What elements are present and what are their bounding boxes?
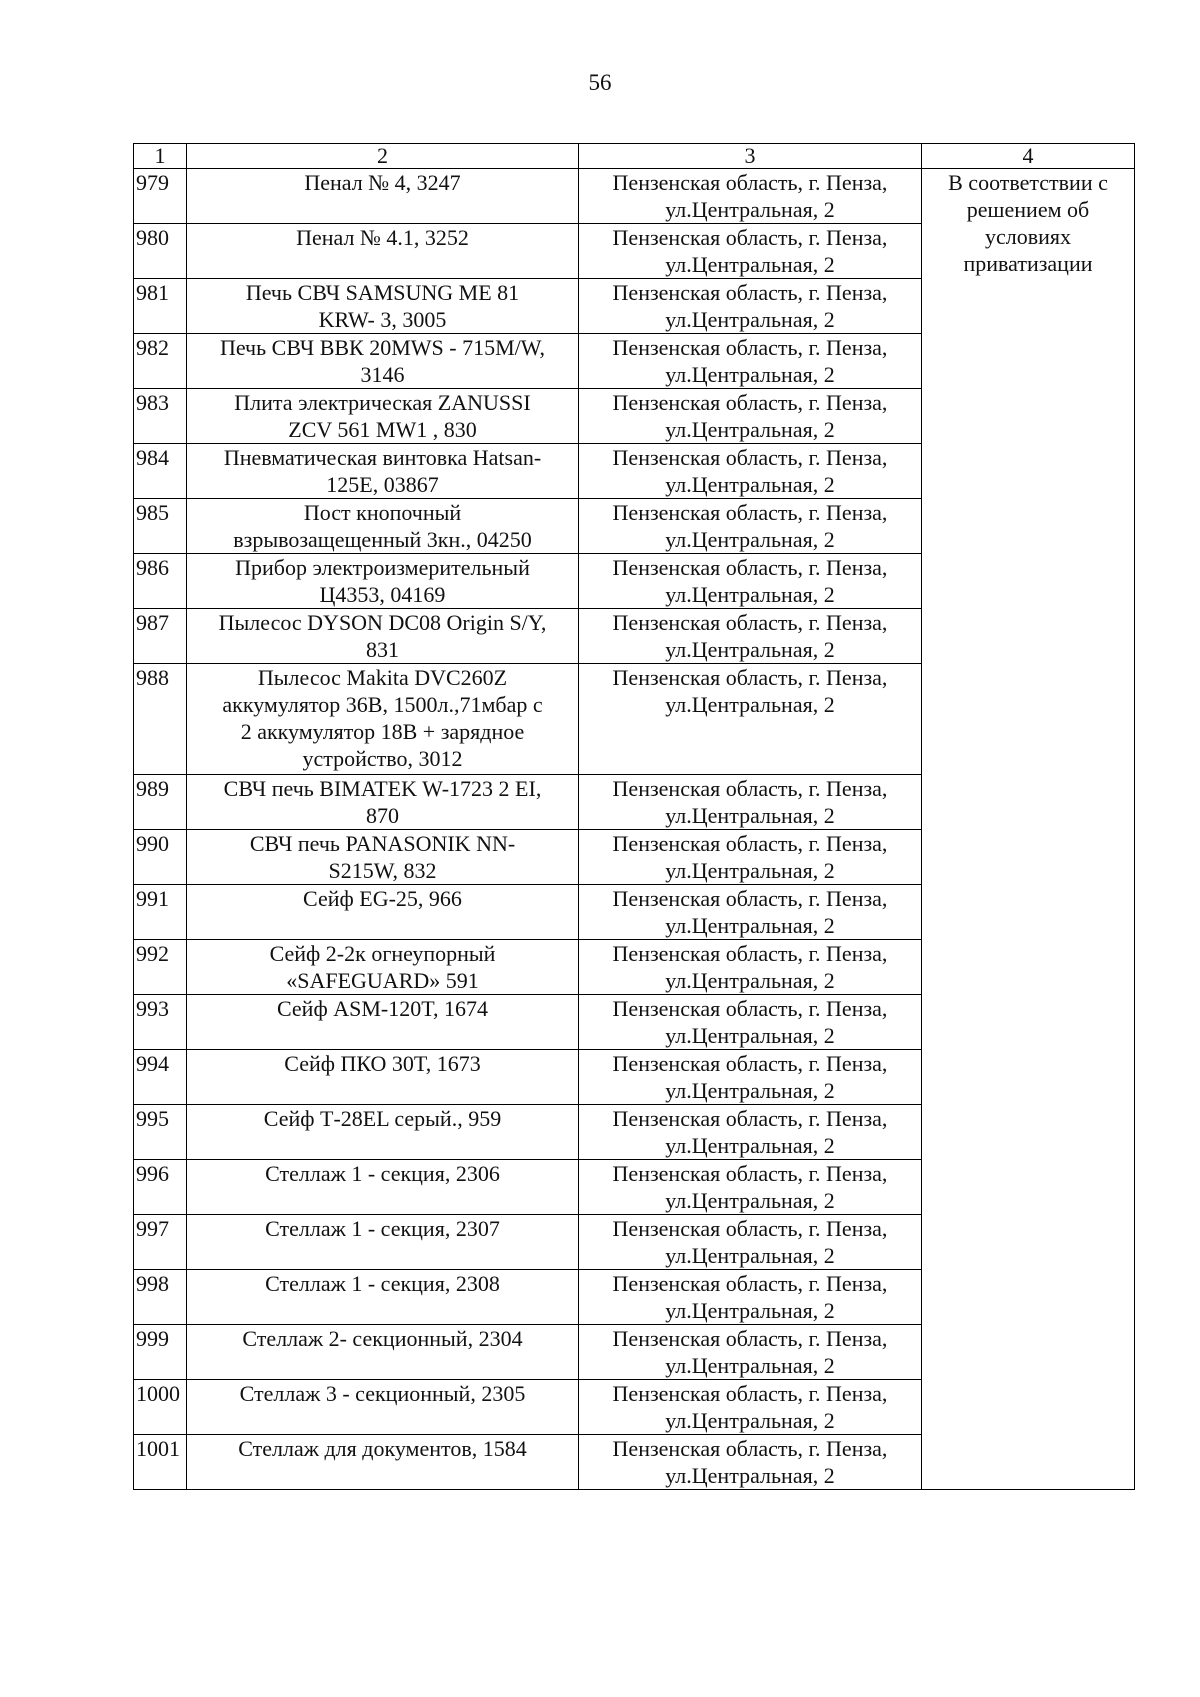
item-name-cell [187, 1105, 579, 1160]
cell-line: Пензенская область, г. Пенза, [612, 390, 888, 415]
cell-line: Пензенская область, г. Пенза, [612, 170, 888, 195]
item-name-cell [187, 334, 579, 389]
cell-line: Пензенская область, г. Пенза, [612, 555, 888, 580]
cell-line: ул.Центральная, 2 [665, 803, 835, 828]
item-name-cell [187, 775, 579, 830]
address-cell [579, 1435, 922, 1490]
cell-line: Пензенская область, г. Пенза, [612, 335, 888, 360]
item-name-cell [187, 940, 579, 995]
privatization-note-cell [922, 169, 1135, 1490]
cell-line: ул.Центральная, 2 [665, 1023, 835, 1048]
cell-line: СВЧ печь BIMATEK W-1723 2 EI, [223, 776, 542, 801]
cell-line: ул.Центральная, 2 [665, 1298, 835, 1323]
cell-line: Печь СВЧ SAMSUNG ME 81 [245, 280, 520, 305]
cell-line: Пензенская область, г. Пенза, [612, 1326, 888, 1351]
cell-line: Пензенская область, г. Пенза, [612, 1436, 888, 1461]
cell-line: ул.Центральная, 2 [665, 307, 835, 332]
column-header-2: 2 [187, 144, 579, 169]
row-number-cell: 988 [134, 664, 187, 775]
cell-line: Пензенская область, г. Пенза, [612, 280, 888, 305]
cell-line: Пневматическая винтовка Hatsan- [223, 445, 542, 470]
cell-line: решением об [966, 197, 1090, 222]
cell-line: ул.Центральная, 2 [665, 968, 835, 993]
row-number-cell: 980 [134, 224, 187, 279]
cell-line: Стеллаж 1 - секция, 2307 [265, 1216, 500, 1241]
cell-line: взрывозащещенный 3кн., 04250 [233, 527, 532, 552]
cell-line: Пензенская область, г. Пенза, [612, 1381, 888, 1406]
address-cell [579, 830, 922, 885]
column-header-4: 4 [922, 144, 1135, 169]
cell-line: Пензенская область, г. Пенза, [612, 776, 888, 801]
row-number-cell: 995 [134, 1105, 187, 1160]
column-header-3: 3 [579, 144, 922, 169]
cell-line: ул.Центральная, 2 [665, 1408, 835, 1433]
row-number-cell: 979 [134, 169, 187, 224]
cell-line: Стеллаж 3 - секционный, 2305 [239, 1381, 526, 1406]
cell-line: 2 аккумулятор 18В + зарядное [240, 719, 525, 744]
cell-line: аккумулятор 36В, 1500л.,71мбар с [222, 692, 543, 717]
address-cell [579, 1050, 922, 1105]
cell-line: Стеллаж 1 - секция, 2306 [265, 1161, 500, 1186]
cell-line: Пензенская область, г. Пенза, [612, 886, 888, 911]
row-number-cell: 981 [134, 279, 187, 334]
cell-line: 3146 [360, 362, 405, 387]
item-name-cell [187, 389, 579, 444]
cell-line: 125E, 03867 [326, 472, 439, 497]
item-name-cell [187, 885, 579, 940]
row-number-cell: 989 [134, 775, 187, 830]
address-cell [579, 940, 922, 995]
cell-line: Пензенская область, г. Пенза, [612, 1106, 888, 1131]
cell-line: Пензенская область, г. Пенза, [612, 1216, 888, 1241]
cell-line: ул.Центральная, 2 [665, 1463, 835, 1488]
cell-line: ул.Центральная, 2 [665, 362, 835, 387]
address-cell [579, 664, 922, 775]
cell-line: Сейф ASM-120T, 1674 [276, 996, 489, 1021]
cell-line: Стеллаж 1 - секция, 2308 [265, 1271, 500, 1296]
item-name-cell [187, 444, 579, 499]
cell-line: Ц4353, 04169 [319, 582, 446, 607]
inventory-table [133, 143, 1135, 1490]
address-cell [579, 169, 922, 224]
item-name-cell [187, 1435, 579, 1490]
address-cell [579, 609, 922, 664]
item-name-cell [187, 1160, 579, 1215]
cell-line: ул.Центральная, 2 [665, 582, 835, 607]
item-name-cell [187, 279, 579, 334]
cell-line: Сейф ПКО 30T, 1673 [284, 1051, 481, 1076]
address-cell [579, 499, 922, 554]
cell-line: ул.Центральная, 2 [665, 858, 835, 883]
item-name-cell [187, 1325, 579, 1380]
cell-line: Пылесос Makita DVC260Z [257, 665, 508, 690]
item-name-cell [187, 609, 579, 664]
address-cell [579, 334, 922, 389]
item-name-cell [187, 830, 579, 885]
cell-line: Пензенская область, г. Пенза, [612, 1271, 888, 1296]
cell-line: Пензенская область, г. Пенза, [612, 665, 888, 690]
address-cell [579, 554, 922, 609]
cell-line: ул.Центральная, 2 [665, 1188, 835, 1213]
row-number-cell: 991 [134, 885, 187, 940]
cell-line: условиях [984, 224, 1072, 249]
address-cell [579, 995, 922, 1050]
row-number-cell: 984 [134, 444, 187, 499]
row-number-cell: 982 [134, 334, 187, 389]
cell-line: Пензенская область, г. Пенза, [612, 500, 888, 525]
cell-line: Печь СВЧ ВВК 20MWS - 715M/W, [219, 335, 546, 360]
cell-line: ул.Центральная, 2 [665, 1078, 835, 1103]
row-number-cell: 998 [134, 1270, 187, 1325]
cell-line: Пензенская область, г. Пенза, [612, 445, 888, 470]
cell-line: Сейф EG-25, 966 [303, 886, 462, 911]
table-body [134, 169, 1135, 1490]
cell-line: Пензенская область, г. Пенза, [612, 1161, 888, 1186]
page-number: 56 [588, 70, 612, 95]
cell-line: ул.Центральная, 2 [665, 252, 835, 277]
cell-line: ул.Центральная, 2 [665, 527, 835, 552]
address-cell [579, 1270, 922, 1325]
item-name-cell [187, 1050, 579, 1105]
address-cell [579, 1160, 922, 1215]
cell-line: ул.Центральная, 2 [665, 1353, 835, 1378]
row-number-cell: 999 [134, 1325, 187, 1380]
cell-line: ул.Центральная, 2 [665, 913, 835, 938]
address-cell [579, 1215, 922, 1270]
address-cell [579, 389, 922, 444]
cell-line: Пензенская область, г. Пенза, [612, 831, 888, 856]
cell-line: Пылесос DYSON DC08 Origin S/Y, [218, 610, 547, 635]
cell-line: Пензенская область, г. Пенза, [612, 996, 888, 1021]
cell-line: Сейф 2-2к огнеупорный [269, 941, 496, 966]
item-name-cell [187, 995, 579, 1050]
cell-line: приватизации [963, 251, 1093, 276]
row-number-cell: 993 [134, 995, 187, 1050]
cell-line: Пензенская область, г. Пенза, [612, 225, 888, 250]
item-name-cell [187, 169, 579, 224]
cell-line: Пензенская область, г. Пенза, [612, 610, 888, 635]
cell-line: S215W, 832 [328, 858, 437, 883]
address-cell [579, 444, 922, 499]
item-name-cell [187, 499, 579, 554]
column-header-1: 1 [134, 144, 187, 169]
cell-line: «SAFEGUARD» 591 [286, 968, 479, 993]
address-cell [579, 1380, 922, 1435]
table-row [134, 169, 1135, 224]
address-cell [579, 1105, 922, 1160]
cell-line: ул.Центральная, 2 [665, 417, 835, 442]
row-number-cell: 983 [134, 389, 187, 444]
cell-line: KRW- 3, 3005 [318, 307, 447, 332]
cell-line: ZCV 561 MW1 , 830 [288, 417, 477, 442]
item-name-cell [187, 1380, 579, 1435]
cell-line: ул.Центральная, 2 [665, 197, 835, 222]
row-number-cell: 1000 [134, 1380, 187, 1435]
cell-line: Прибор электроизмерительный [235, 555, 530, 580]
item-name-cell [187, 554, 579, 609]
item-name-cell [187, 224, 579, 279]
cell-line: Стеллаж 2- секционный, 2304 [242, 1326, 523, 1351]
row-number-cell: 997 [134, 1215, 187, 1270]
row-number-cell: 992 [134, 940, 187, 995]
cell-line: Пензенская область, г. Пенза, [612, 1051, 888, 1076]
cell-line: ул.Центральная, 2 [665, 692, 835, 717]
cell-line: СВЧ печь PANASONIK NN- [249, 831, 516, 856]
cell-line: ул.Центральная, 2 [665, 472, 835, 497]
item-name-cell [187, 1270, 579, 1325]
cell-line: 831 [366, 637, 399, 662]
cell-line: устройство, 3012 [302, 746, 463, 771]
cell-line: ул.Центральная, 2 [665, 1243, 835, 1268]
address-cell [579, 224, 922, 279]
table-header-row [134, 144, 1135, 169]
row-number-cell: 985 [134, 499, 187, 554]
row-number-cell: 986 [134, 554, 187, 609]
address-cell [579, 885, 922, 940]
cell-line: Пост кнопочный [303, 500, 462, 525]
cell-line: Пенал № 4.1, 3252 [296, 225, 469, 250]
row-number-cell: 987 [134, 609, 187, 664]
cell-line: Плита электрическая ZANUSSI [234, 390, 531, 415]
address-cell [579, 1325, 922, 1380]
cell-line: Стеллаж для документов, 1584 [238, 1436, 527, 1461]
cell-line: Пензенская область, г. Пенза, [612, 941, 888, 966]
row-number-cell: 1001 [134, 1435, 187, 1490]
row-number-cell: 990 [134, 830, 187, 885]
address-cell [579, 279, 922, 334]
cell-line: ул.Центральная, 2 [665, 1133, 835, 1158]
cell-line: В соответствии с [948, 170, 1108, 195]
item-name-cell [187, 1215, 579, 1270]
cell-line: 870 [366, 803, 399, 828]
item-name-cell [187, 664, 579, 775]
cell-line: Пенал № 4, 3247 [304, 170, 461, 195]
row-number-cell: 996 [134, 1160, 187, 1215]
row-number-cell: 994 [134, 1050, 187, 1105]
cell-line: ул.Центральная, 2 [665, 637, 835, 662]
cell-line: Сейф Т-28EL серый., 959 [263, 1106, 502, 1131]
address-cell [579, 775, 922, 830]
